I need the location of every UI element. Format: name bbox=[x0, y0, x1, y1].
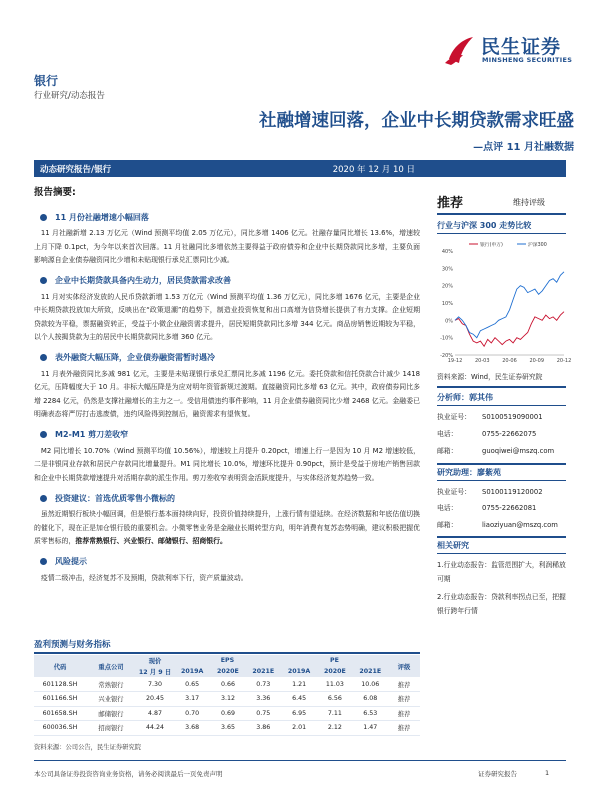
x-tick-label: 20-09 bbox=[529, 358, 545, 364]
assistant-heading: 研究助理：廖紫苑 bbox=[437, 468, 501, 477]
section-paragraph: M2 同比增长 10.70%（Wind 预测平均值 10.56%），增速较上月提升 0.20pct，增速上行一是因为 10 月 M2 增速较低，二是非银同业存款和居民户存款同比增量提升。M1 同比增长 10.0%，增速环比提升 0.90pct，预计是受益于房地产销售回款和企业中长期贷款增速提升对活期存款的派生作用。剪刀差收窄表明资金活跃度提升，与实体经济复苏趋势一致。 bbox=[34, 446, 420, 482]
abstract-body bbox=[34, 204, 420, 585]
table-source: 资料来源：公司公告，民生证券研究院 bbox=[34, 744, 142, 751]
abstract-heading: 报告摘要: bbox=[34, 187, 76, 198]
related-item[interactable]: 2.行业动态报告：贷款利率拐点已至，把握银行跨年行情 bbox=[437, 593, 566, 615]
bullet-dot-icon bbox=[40, 431, 47, 438]
col-header: 2021E bbox=[246, 666, 281, 677]
analyst-cert: 执业证号： S0100519090001 bbox=[437, 413, 543, 421]
y-tick-label: 20% bbox=[441, 283, 453, 290]
x-tick-label: 20-06 bbox=[502, 358, 517, 364]
col-header: PE bbox=[281, 655, 388, 666]
divider bbox=[437, 553, 566, 554]
col-header: EPS bbox=[174, 655, 281, 666]
table-row: 601128.SH 常熟银行 7.30 0.65 0.66 0.73 1.21 11.03 10.06 推荐 bbox=[34, 677, 420, 692]
report-title: 社融增速回落，企业中长期贷款需求旺盛 bbox=[259, 111, 574, 131]
col-header: 2019A bbox=[281, 666, 317, 677]
related-heading: 相关研究 bbox=[437, 541, 469, 550]
banner-category: 动态研究报告/银行 bbox=[40, 165, 112, 175]
legend-label: 沪深300 bbox=[528, 243, 547, 248]
analyst-email[interactable]: 邮箱： guoqiwei@mszq.com bbox=[437, 447, 555, 455]
section-paragraph: 11 月社融新增 2.13 万亿元（Wind 预测平均值 2.05 万亿元），同比多增 1406 亿元。社融存量同比增长 13.6%，增速较上月下降 0.1pct，为今年以来首次回落。11 月社融同比多增依然主要得益于政府债券和企业中长期贷款同比多增，主要负面影响源自企业债券融资同比少增和未贴现银行承兑汇票同比少减。 bbox=[34, 229, 420, 264]
chart-source: 资料来源：Wind，民生证券研究院 bbox=[437, 373, 543, 381]
minsheng-logo-icon bbox=[443, 33, 477, 67]
section-heading: 投资建议：首选优质零售小微标的 bbox=[34, 490, 420, 506]
analyst-heading: 分析师：郭其伟 bbox=[437, 393, 493, 402]
y-tick-label: -20% bbox=[440, 353, 453, 359]
section-heading: 11 月份社融增速小幅回落 bbox=[34, 209, 420, 225]
bullet-dot-icon bbox=[40, 558, 47, 565]
y-tick-label: -10% bbox=[440, 335, 453, 342]
bullet-dot-icon bbox=[40, 495, 47, 502]
table-row: 600036.SH 招商银行 44.24 3.68 3.65 3.86 2.01 2.12 1.47 推荐 bbox=[34, 721, 420, 736]
section-heading: M2-M1 剪刀差收窄 bbox=[34, 427, 420, 443]
assistant-cert: 执业证号： S0100119120002 bbox=[437, 488, 543, 496]
section-paragraph: 疫情二级冲击，经济复苏不及预期，贷款利率下行，资产质量波动。 bbox=[40, 573, 248, 582]
forecast-table bbox=[34, 655, 420, 736]
forecast-table-title: 盈利预测与财务指标 bbox=[34, 640, 111, 650]
page-number: 1 bbox=[545, 769, 550, 777]
col-header: 重点公司 bbox=[86, 655, 136, 677]
section-paragraph: 11 月表外融资同比多减 981 亿元，主要是未贴现银行承兑汇票同比多减 1196 亿元。委托贷款和信托贷款合计减少 1418 亿元，压降幅度大于 10 月。非标大幅压降是为应对明年资管新规过渡期。直接融资同比多增 63 亿元。其中，政府债券同比多增 2284 亿元，仍然是支撑社融增长的主力之一。受信用债违约事件影响，11 月企业债券融资同比少增 2468 亿元。金融委已明确表态将严厉打击逃废债，违约风险得到控制后，融资需求有望恢复。 bbox=[34, 369, 420, 418]
y-tick-label: 40% bbox=[441, 249, 453, 255]
footer-divider bbox=[34, 760, 566, 761]
legend-label: 银行(申万) bbox=[480, 243, 503, 248]
section-heading: 风险提示 bbox=[34, 554, 420, 570]
table-row: 601658.SH 邮储银行 4.87 0.70 0.69 0.75 6.95 7.11 6.53 推荐 bbox=[34, 706, 420, 721]
section-heading: 企业中长期贷款具备内生动力，居民贷款需求改善 bbox=[34, 273, 420, 289]
recommended-stocks: 推荐常熟银行、兴业银行、邮储银行、招商银行。 bbox=[75, 537, 227, 545]
footer-disclaimer: 本公司具备证券投资咨询业务资格，请务必阅读最后一页免责声明 bbox=[34, 770, 223, 778]
x-tick-label: 20-12 bbox=[556, 358, 572, 364]
report-subtitle: —点评 11 月社融数据 bbox=[473, 142, 574, 153]
divider bbox=[437, 480, 566, 481]
series-line bbox=[455, 272, 564, 338]
chart-title: 行业与沪深 300 走势比较 bbox=[437, 221, 532, 230]
report-type: 行业研究/动态报告 bbox=[34, 91, 105, 101]
bullet-dot-icon bbox=[40, 277, 47, 284]
bullet-dot-icon bbox=[40, 214, 47, 221]
table-row: 601166.SH 兴业银行 20.45 3.17 3.12 3.36 6.45 6.56 6.08 推荐 bbox=[34, 692, 420, 707]
section-paragraph: 11 月对实体经济发放的人民币贷款新增 1.53 万亿元（Wind 预测平均值 1.36 万亿元），同比多增 1676 亿元，主要是企业中长期贷款投放加大所致，反映出在“政策退潮”的趋势下，制造业投资恢复和出口高增为信贷增长提供了有力支撑。企业短期贷款较为平稳，票据融资转正，受益于小微企业融资需求提升，居民短期贷款同比多增 344 亿元。商品房销售近期较为平稳，以个人按揭贷款为主的居民中长期贷款同比多增 360 亿元。 bbox=[34, 292, 420, 341]
recommend-label: 推荐 bbox=[437, 196, 464, 211]
col-header: 2020E bbox=[317, 666, 352, 677]
x-tick-label: 20-03 bbox=[474, 358, 490, 364]
footer-label: 证券研究报告 bbox=[478, 770, 517, 778]
divider bbox=[437, 463, 566, 465]
series-line bbox=[455, 312, 564, 347]
divider bbox=[34, 652, 420, 654]
logo-english: MINSHENG SECURITIES bbox=[482, 56, 573, 64]
y-tick-label: 0% bbox=[445, 318, 453, 325]
y-tick-label: 30% bbox=[441, 266, 453, 273]
banner-date: 2020 年 12 月 10 日 bbox=[332, 165, 415, 175]
col-header: 2021E bbox=[353, 666, 388, 677]
col-header: 评级 bbox=[388, 655, 420, 677]
divider bbox=[437, 233, 566, 234]
logo-text: 民生证券 bbox=[481, 36, 562, 58]
trend-chart bbox=[437, 237, 572, 367]
bullet-dot-icon bbox=[40, 354, 47, 361]
divider bbox=[437, 213, 566, 215]
col-header: 12 月 9 日 bbox=[136, 666, 174, 677]
related-item[interactable]: 1.行业动态报告：监管范围扩大，利润稀放可期 bbox=[437, 561, 566, 583]
col-header: 现价 bbox=[136, 655, 174, 666]
assistant-email[interactable]: 邮箱： liaoziyuan@mszq.com bbox=[437, 521, 558, 529]
col-header: 代码 bbox=[34, 655, 86, 677]
x-tick-label: 19-12 bbox=[447, 358, 463, 364]
analyst-phone: 电话： 0755-22662075 bbox=[437, 430, 537, 438]
col-header: 2019A bbox=[174, 666, 210, 677]
assistant-phone: 电话： 0755-22662081 bbox=[437, 504, 537, 512]
divider bbox=[437, 536, 566, 538]
section-heading: 表外融资大幅压降，企业债券融资需暂时遇冷 bbox=[34, 350, 420, 366]
y-tick-label: 10% bbox=[441, 301, 453, 307]
section-paragraph: 虽然近期银行板块小幅回调，但是银行基本面持续向好，投资价值持续提升，上涨行情有望延续。在经济数据和年底估值切换的催化下，现在正是加仓银行股的重要机会。小微零售业务是金融业长期转型方向，明年消费有复苏态势明确，建议积极把握优质零售标的，推荐常熟银行、兴业银行、邮储银行、招商银行。 bbox=[34, 510, 420, 545]
divider bbox=[437, 386, 566, 388]
industry-label: 银行 bbox=[34, 74, 59, 88]
rating-label: 维持评级 bbox=[513, 198, 545, 207]
divider bbox=[437, 405, 566, 406]
col-header: 2020E bbox=[210, 666, 245, 677]
